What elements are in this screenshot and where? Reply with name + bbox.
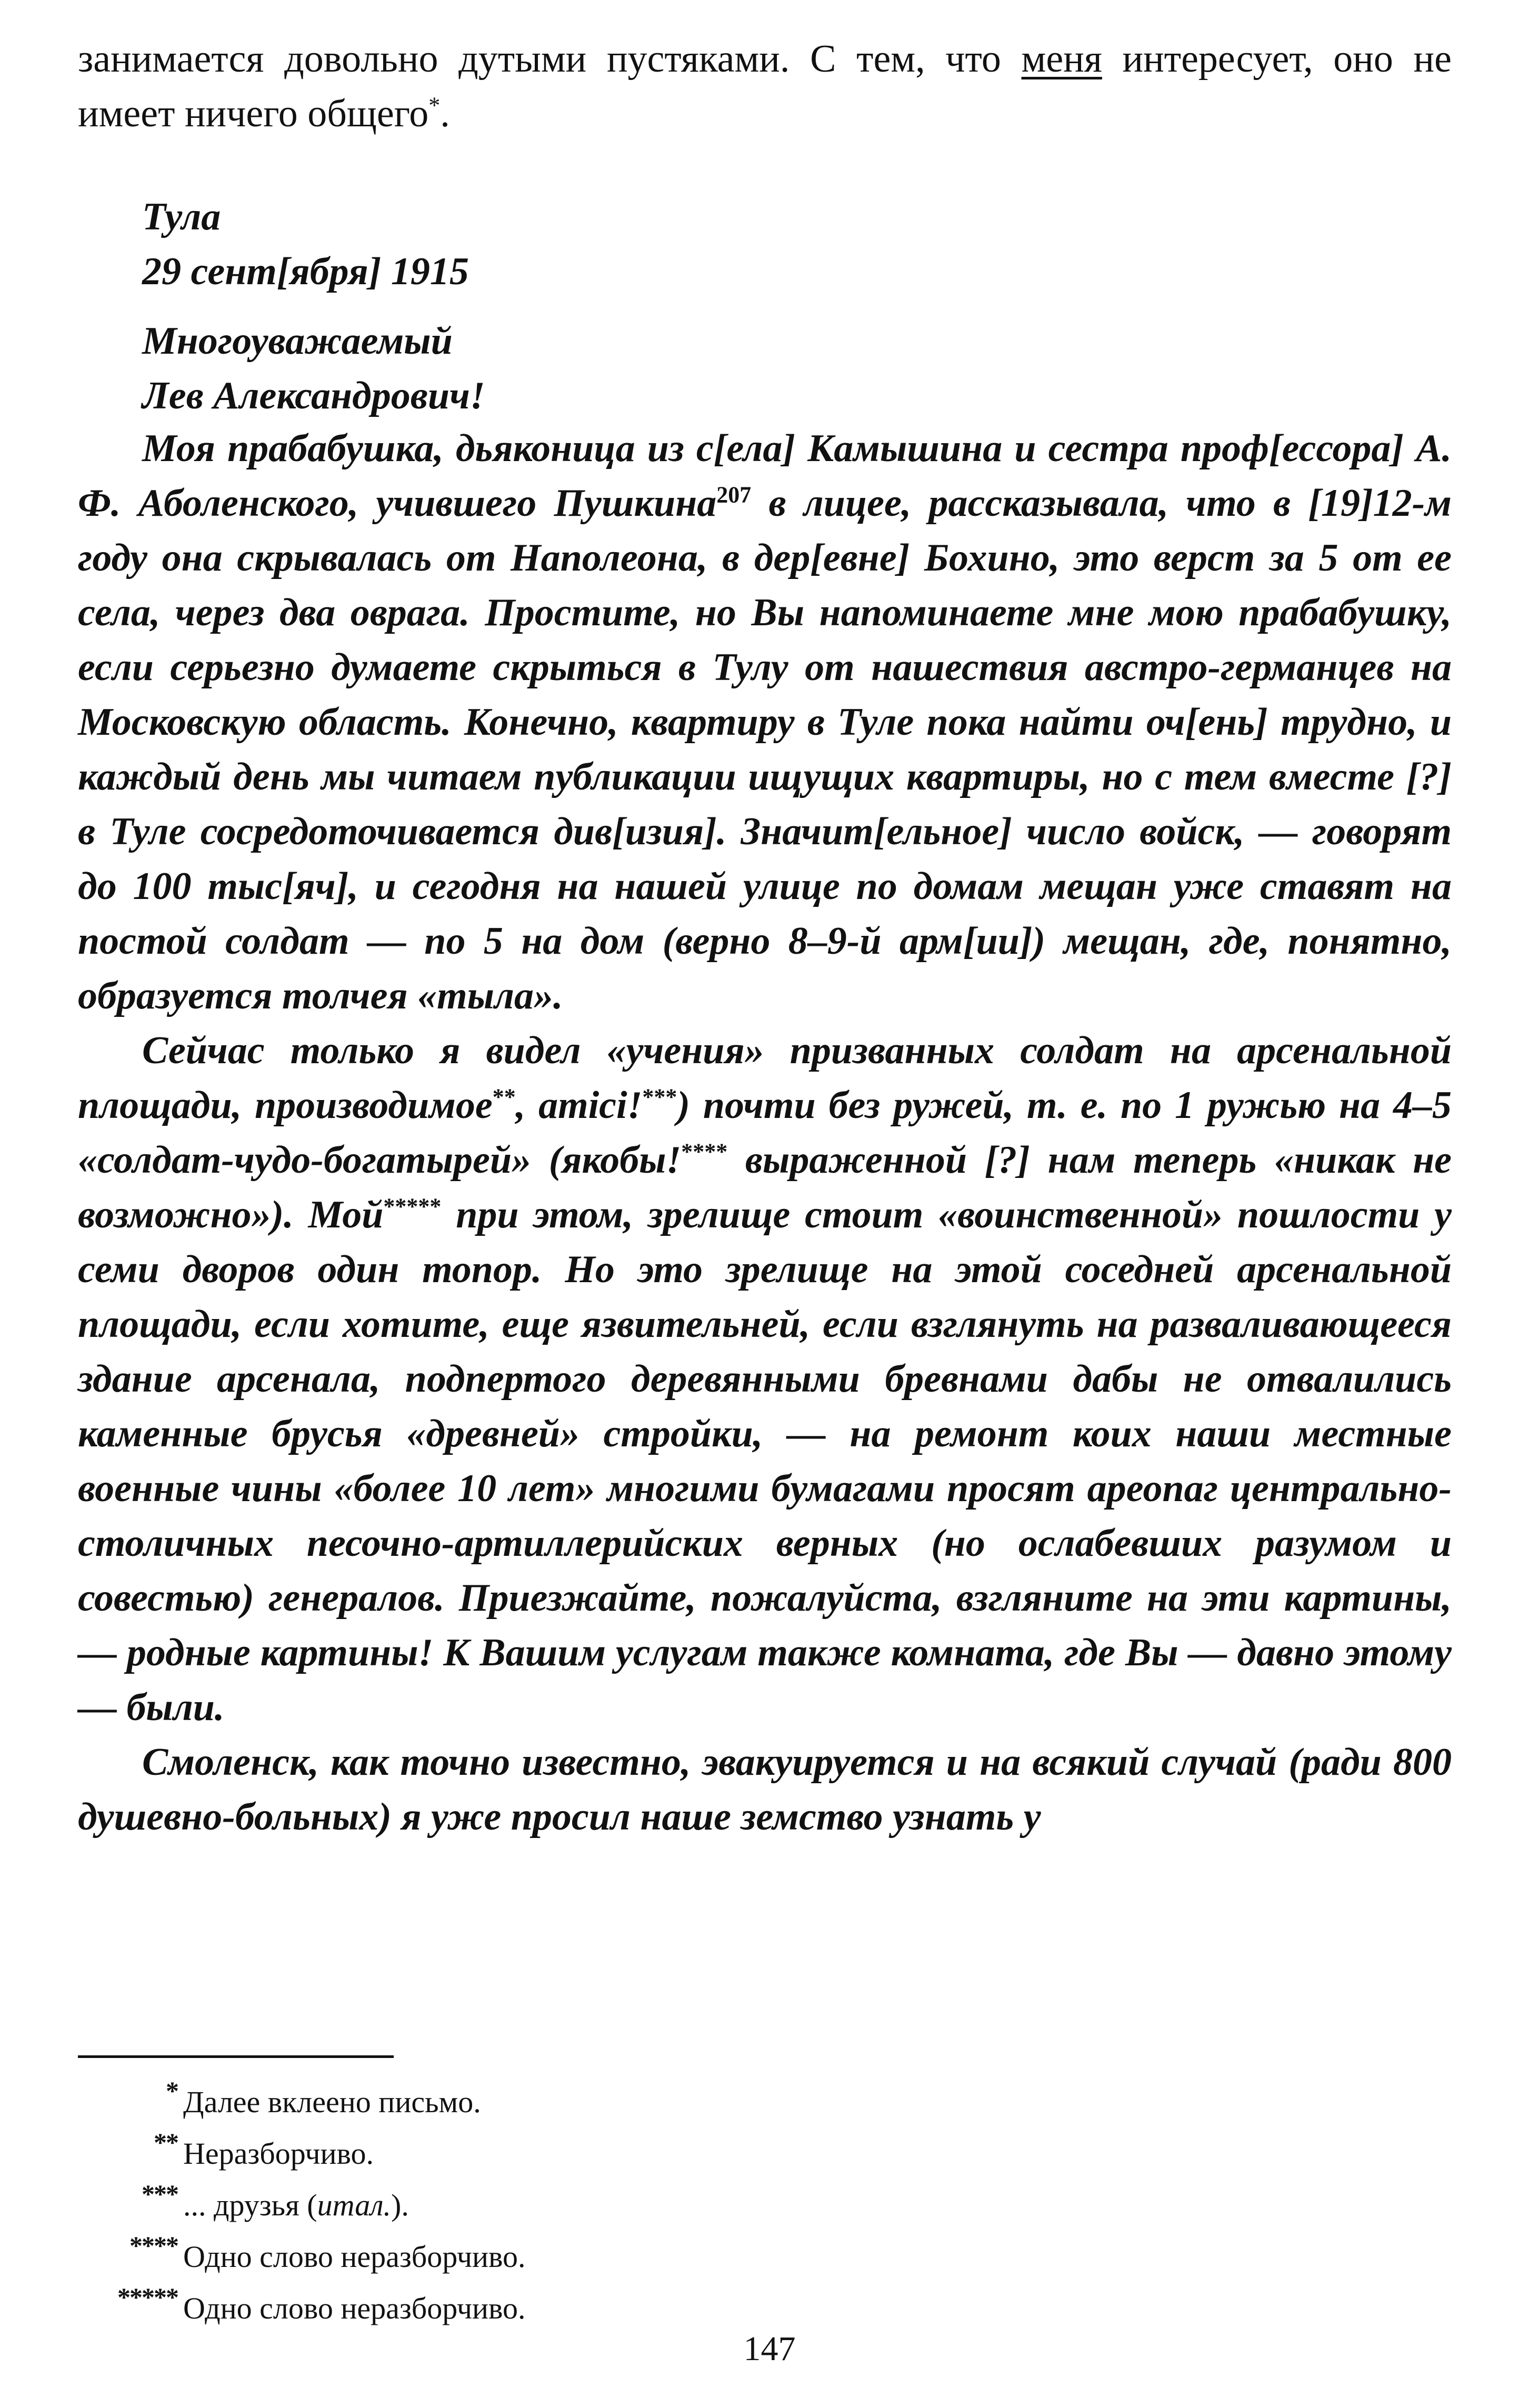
paragraph-2-text-c: ) почти без ружей, т. е. по 1 ружью на 4–5 «солдат-чудо-богатырей» (якобы!	[78, 1084, 1452, 1182]
footnote-italic-abbrev: итал.	[317, 2188, 391, 2222]
letter-paragraph-2	[78, 1023, 1452, 1735]
footnote-mark: *	[166, 2076, 178, 2105]
letter-body	[78, 421, 1452, 1844]
footnote-text: ... друзья (	[183, 2188, 317, 2222]
footnote-text: Неразборчиво.	[183, 2136, 374, 2171]
footnote-ref-4: ****	[681, 1138, 728, 1165]
opening-paragraph	[78, 32, 1452, 141]
footnote-mark: *****	[117, 2282, 178, 2312]
footnote-2	[78, 2128, 1341, 2180]
letter-paragraph-1	[78, 421, 1452, 1023]
footnote-ref-5: *****	[383, 1193, 442, 1220]
footnote-tail: ).	[391, 2188, 409, 2222]
letter-paragraph-3: Смоленск, как точно известно, эвакуируется и на всякий случай (ради 800 душевно-больных) я уже просил наше земство узнать у	[78, 1741, 1452, 1839]
footnote-5	[78, 2283, 1341, 2334]
footnote-ref-2: **	[492, 1084, 516, 1110]
footnotes	[78, 2076, 1341, 2334]
footnote-4	[78, 2231, 1341, 2283]
footnote-text: Далее вклеено письмо.	[183, 2085, 481, 2119]
opening-text-end: .	[440, 92, 450, 135]
letter-salutation-line-1: Многоуважаемый	[142, 319, 453, 363]
opening-text: занимается довольно дутыми пустяками. С тем, что	[78, 37, 1022, 81]
paragraph-2-text: Сейчас только я видел «учения» призванных солдат на арсенальной площади, производимое	[78, 1029, 1452, 1127]
page-number: 147	[743, 2330, 796, 2368]
paragraph-2-text-d: выраженной [?] нам теперь «никак не возможно»). Мой	[78, 1138, 1452, 1236]
footnote-text: Одно слово неразборчиво.	[183, 2291, 526, 2325]
footnote-divider	[78, 2055, 394, 2058]
footnote-mark: ****	[129, 2231, 178, 2260]
letter-heading	[78, 189, 1452, 423]
footnote-3	[78, 2180, 1341, 2231]
footnote-text: Одно слово неразборчиво.	[183, 2240, 526, 2274]
footnote-1	[78, 2076, 1341, 2128]
paragraph-1-text: Моя прабабушка, дьяконица из с[ела] Камышина и сестра проф[ессора] А. Ф. Аболенского, учившего Пушкина	[78, 427, 1452, 525]
footnote-ref-1: *	[428, 92, 441, 118]
letter-date: 29 сент[ября] 1915	[142, 250, 469, 293]
paragraph-2-text-b: , amici!	[515, 1084, 643, 1127]
footnote-mark: **	[154, 2127, 178, 2157]
endnote-ref-207: 207	[716, 482, 752, 508]
opening-text-continued: интересует, оно не имеет ничего общего	[78, 37, 1452, 135]
paragraph-2-text-e: при этом, зрелище стоит «воинственной» пошлости у семи дворов один топор. Но это зрелище на этой соседней арсенальной площади, если хотите, еще язвительней, если взглянуть на разваливающееся здание арсенала, подпертого деревянными бревнами дабы не отвалились каменные брусья «древней» стройки, — на ремонт коих наши местные военные чины «более 10 лет» многими бумагами просят ареопаг центрально-столичных песочно-артиллерийских верных (но ослабевших разумом и совестью) генералов. Приезжайте, пожалуйста, взгляните на эти картины, — родные картины! К Вашим услугам также комната, где Вы — давно этому — были.	[78, 1193, 1452, 1729]
letter-place: Тула	[142, 195, 221, 238]
paragraph-1-text-continued: в лицее, рассказывала, что в [19]12-м году она скрывалась от Наполеона, в дер[евне] Бохино, это верст за 5 от ее села, через два оврага. Простите, но Вы напоминаете мне мою прабабушку, если серьезно думаете скрыться в Тулу от нашествия австро-германцев на Московскую область. Конечно, квартиру в Туле пока найти оч[ень] трудно, и каждый день мы читаем публикации ищущих квартиры, но с тем вместе [?] в Туле сосредоточивается див[изия]. Значит[ельное] число войск, — говорят до 100 тыс[яч], и сегодня на нашей улице по домам мещан уже ставят на постой солдат — по 5 на дом (верно 8–9-й арм[ии]) мещан, где, понятно, образуется толчея «тыла».	[78, 482, 1452, 1017]
underlined-word: меня	[1021, 37, 1102, 81]
footnote-ref-3: ***	[642, 1084, 677, 1110]
letter-salutation-line-2: Лев Александрович!	[142, 374, 485, 417]
footnote-mark: ***	[142, 2179, 178, 2209]
